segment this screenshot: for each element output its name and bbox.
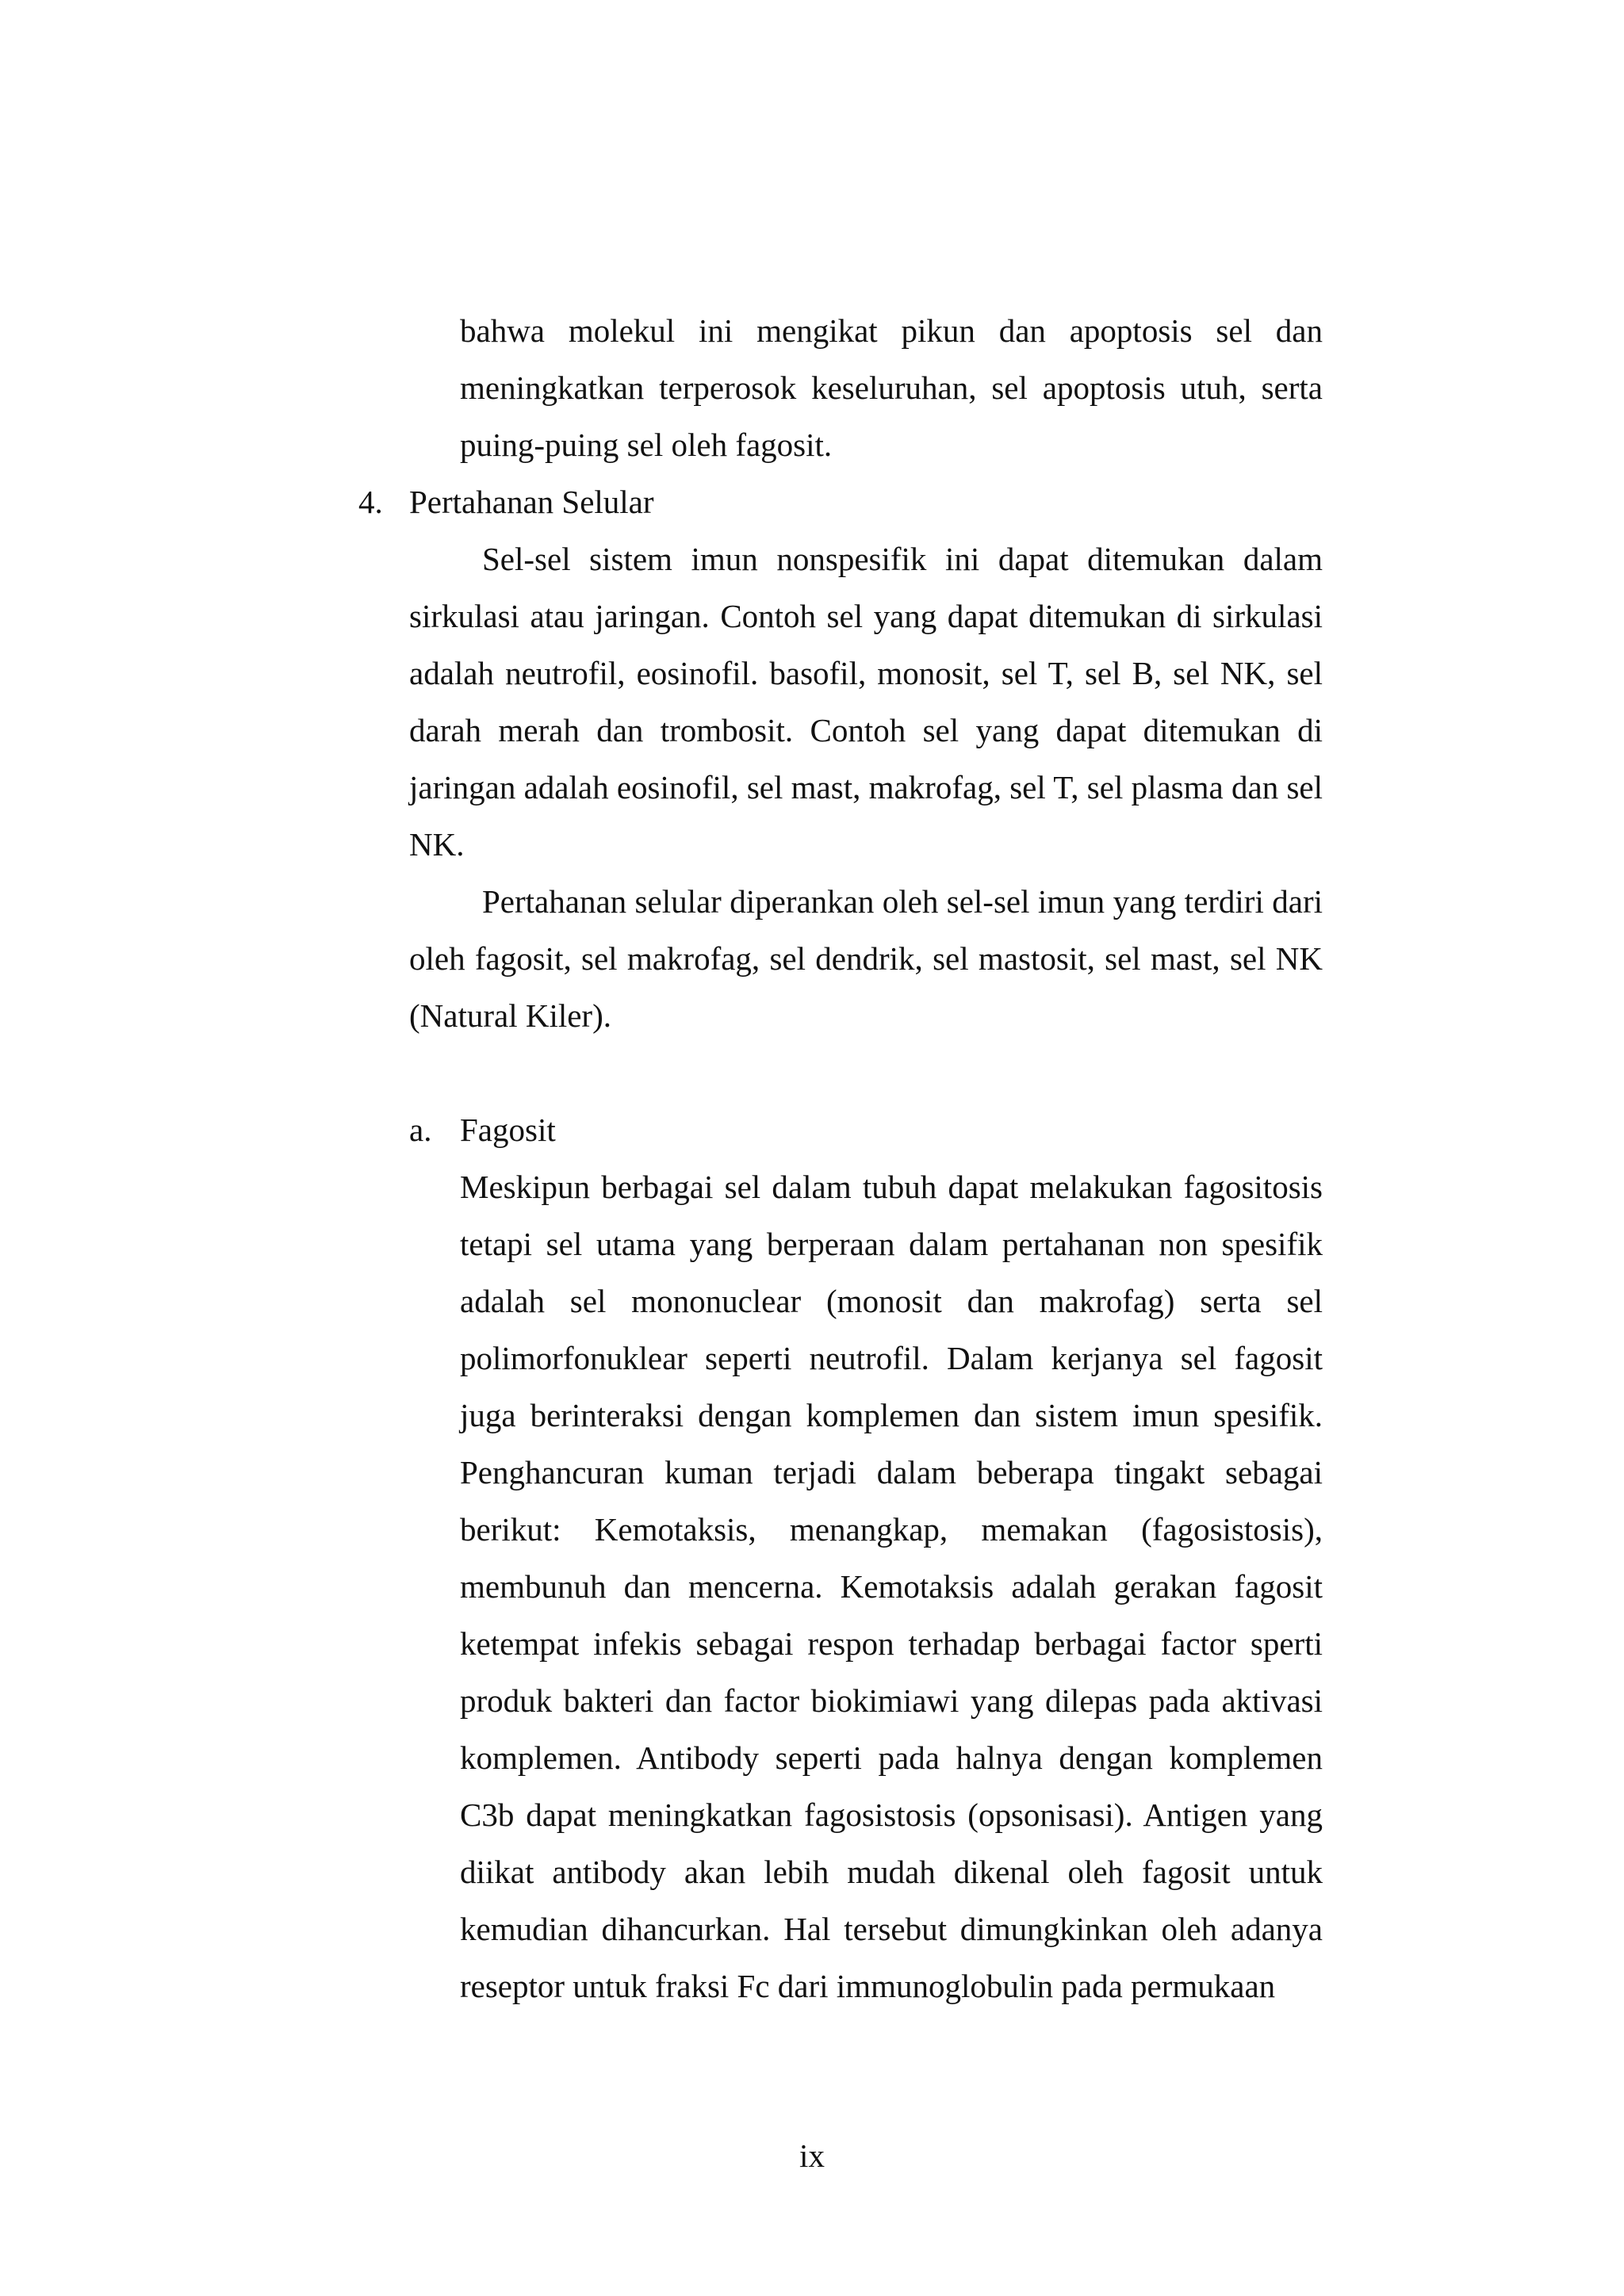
section-heading	[358, 473, 654, 530]
subsection-paragraph: Meskipun berbagai sel dalam tubuh dapat melakukan fagositosis tetapi sel utama yang berperaan dalam pertahanan non spesifik adalah sel mononuclear (monosit dan makrofag) serta sel polimorfonuklear seperti neutrofil. Dalam kerjanya sel fagosit juga berinteraksi dengan komplemen dan sistem imun spesifik. Penghancuran kuman terjadi dalam beberapa tingakt sebagai berikut: Kemotaksis, menangkap, memakan (fagosistosis), membunuh dan mencerna. Kemotaksis adalah gerakan fagosit ketempat infekis sebagai respon terhadap berbagai factor sperti produk bakteri dan factor biokimiawi yang dilepas pada aktivasi komplemen. Antibody seperti pada halnya dengan komplemen C3b dapat meningkatkan fagosistosis (opsonisasi). Antigen yang diikat antibody akan lebih mudah dikenal oleh fagosit untuk kemudian dihancurkan. Hal tersebut dimungkinkan oleh adanya reseptor untuk fraksi Fc dari immunoglobulin pada permukaan	[460, 1169, 1323, 2004]
subsection-title: Fagosit	[460, 1112, 556, 1148]
section-title: Pertahanan Selular	[409, 484, 654, 520]
subsection-marker: a.	[409, 1112, 432, 1148]
section-paragraph-2: Pertahanan selular diperankan oleh sel-sel imun yang terdiri dari oleh fagosit, sel makrofag, sel dendrik, sel mastosit, sel mast, sel NK (Natural Kiler).	[409, 883, 1323, 1034]
section-paragraph-1: Sel-sel sistem imun nonspesifik ini dapat ditemukan dalam sirkulasi atau jaringan. Contoh sel yang dapat ditemukan di sirkulasi adalah neutrofil, eosinofil. basofil, monosit, sel T, sel B, sel NK, sel darah merah dan trombosit. Contoh sel yang dapat ditemukan di jaringan adalah eosinofil, sel mast, makrofag, sel T, sel plasma dan sel NK.	[409, 541, 1323, 863]
continuation-paragraph: bahwa molekul ini mengikat pikun dan apoptosis sel dan meningkatkan terperosok keseluruhan, sel apoptosis utuh, serta puing-puing sel oleh fagosit.	[460, 312, 1323, 463]
section-number: 4.	[358, 484, 383, 520]
subsection-heading	[409, 1101, 556, 1158]
page-number: ix	[799, 2137, 825, 2174]
